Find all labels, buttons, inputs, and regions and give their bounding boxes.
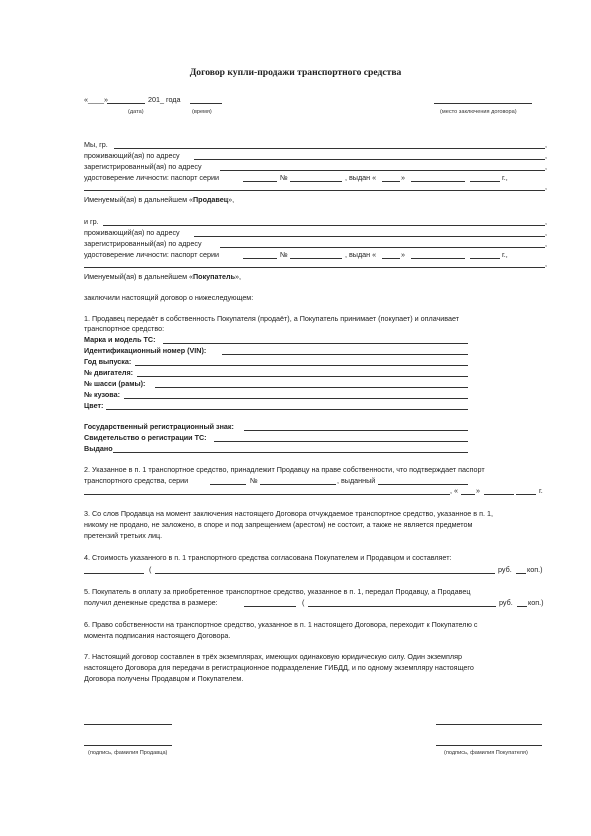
clause4-line1: 4. Стоимость указанного в п. 1 транспортного средства согласована Покупателем и Продавцом и составляет: [84, 553, 452, 562]
buyer-passport-series-line[interactable] [243, 258, 277, 259]
field-make-model-label: Марка и модель ТС: [84, 335, 156, 344]
buyer-residing-line[interactable] [194, 236, 545, 237]
clause6-line1: 6. Право собственности на транспортное средство, указанное в п. 1 настоящего Договора, переходит к Покупателю с [84, 620, 478, 629]
field-vin-label: Идентификационный номер (VIN): [84, 346, 207, 355]
seller-registered-line[interactable] [220, 170, 545, 171]
buyer-name-line[interactable] [103, 225, 545, 226]
clause3-line2: никому не продано, не заложено, в споре и под запрещением (арестом) не состоит, а также не является предметом [84, 520, 473, 529]
clause1-line2: транспортное средство: [84, 324, 165, 333]
seller-we-label: Мы, гр. [84, 140, 108, 149]
date-month-line[interactable] [107, 103, 145, 104]
buyer-name-signature-line[interactable] [436, 745, 542, 746]
field-color-label: Цвет: [84, 401, 104, 410]
clause5-kop-line[interactable] [517, 606, 527, 607]
field-issued-line[interactable] [113, 452, 468, 453]
field-chassis-line[interactable] [155, 387, 468, 388]
field-issued-label: Выдано [84, 444, 113, 453]
field-cert-line[interactable] [214, 441, 468, 442]
seller-residing-label: проживающий(ая) по адресу [84, 151, 180, 160]
seller-residing-line[interactable] [194, 159, 545, 160]
seller-name-line[interactable] [114, 148, 545, 149]
clause2-day-line[interactable] [461, 494, 475, 495]
clause2-number-line[interactable] [260, 484, 336, 485]
buyer-issued-day-line[interactable] [382, 258, 400, 259]
buyer-passport-label: удостоверение личности: паспорт серии [84, 250, 219, 259]
seller-passport-series-line[interactable] [243, 181, 277, 182]
clause5-amount-words-line[interactable] [308, 606, 496, 607]
clause3-line3: претензий третьих лиц. [84, 531, 163, 540]
buyer-registered-label: зарегистрированный(ая) по адресу [84, 239, 202, 248]
seller-signature-line[interactable] [84, 724, 172, 725]
buyer-issued-year-line[interactable] [470, 258, 500, 259]
seller-passport-label: удостоверение личности: паспорт серии [84, 173, 219, 182]
buyer-and-label: и гр. [84, 217, 99, 226]
place-line[interactable] [434, 103, 532, 104]
clause2-issuer-line2[interactable] [84, 494, 450, 495]
seller-named-as: Именуемый(ая) в дальнейшем «Продавец», [84, 195, 235, 204]
seller-issued-by-line[interactable] [84, 190, 545, 191]
clause5-line1: 5. Покупатель в оплату за приобретенное транспортное средство, указанное в п. 1, передал Продавцу, а Продавец [84, 587, 471, 596]
seller-name-signature-line[interactable] [84, 745, 172, 746]
buyer-named-as: Именуемый(ая) в дальнейшем «Покупатель», [84, 272, 242, 281]
field-year-line[interactable] [135, 365, 468, 366]
clause2-series-line[interactable] [210, 484, 246, 485]
seller-issued-day-line[interactable] [382, 181, 400, 182]
clause7-line3: Договора получены Продавцом и Покупателем. [84, 674, 244, 683]
clause2-month-line[interactable] [484, 494, 514, 495]
field-body-label: № кузова: [84, 390, 121, 399]
buyer-signature-line[interactable] [436, 724, 542, 725]
clause2-year-line[interactable] [516, 494, 536, 495]
field-engine-label: № двигателя: [84, 368, 134, 377]
clause5-line2: получил денежные средства в размере: [84, 598, 218, 607]
seller-issued-year-line[interactable] [470, 181, 500, 182]
date-caption: (дата) [128, 109, 144, 115]
seller-issued-month-line[interactable] [411, 181, 465, 182]
clause2-line1: 2. Указанное в п. 1 транспортное средство, принадлежит Продавцу на праве собственности, что подтверждает паспорт [84, 465, 485, 474]
place-caption: (место заключения договора) [440, 109, 517, 115]
clause6-line2: момента подписания настоящего Договора. [84, 631, 231, 640]
contract-page: Договор купли-продажи транспортного средства «____» 201_ года (дата) (время) (место заключения договора) Мы, гр. , проживающий(ая) по адресу , зарегистрированный(ая) по адресу , удостоверение личности: паспорт серии № , выдан « » г., , Именуемый(ая) в дальнейшем «Продавец», и гр. , проживающий(ая) по адресу , зарегистрированный(ая) по адресу , удостоверение личности: паспорт серии № , выдан « » г., , Именуемый(ая) в дальнейшем «Покупатель», заключили настоящий договор о нижеследующем: 1. Продавец передаёт в собственность Покупателя (продаёт), а Покупатель принимает (покупает) и оплачивает транспортное средство: Марка и модель ТС: Идентификационный номер (VIN): Год выпуска: № двигателя: № шасси (рамы): № кузова: Цвет: Государственный регистрационный знак: Свидетельство о регистрации ТС: Выдано 2. Указанное в п. 1 транспортное средство, принадлежит Продавцу на праве собственности, что подтверждает паспорт транспортного средства, серии № , выданный , « » г. 3. Со слов Продавца на момент заключения настоящего Договора отчуждаемое транспортное средство, указанное в п. 1, никому не продано, не заложено, в споре и под запрещением (арестом) не состоит, а также не является предметом претензий третьих лиц. 4. Стоимость указанного в п. 1 транспортного средства согласована Покупателем и Продавцом и составляет: ( руб. коп.) 5. Покупатель в оплату за приобретенное транспортное средство, указанное в п. 1, передал Продавцу, а Продавец получил денежные средства в размере: ( руб. коп.) 6. Право собственности на транспортное средство, указанное в п. 1 настоящего Договора, переходит к Покупателю с момента подписания настоящего Договора. 7. Настоящий договор составлен в трёх экземплярах, имеющих одинаковую юридическую силу. Один экземпляр настоящего Договора для передачи в регистрационное подразделение ГИБДД, и по одному экземпляру настоящего Договора получены Продавцом и Покупателем. (подпись, фамилия Продавца) (подпись, фамилия Покупателя) [0, 0, 591, 836]
field-engine-line[interactable] [137, 376, 468, 377]
buyer-passport-number-line[interactable] [290, 258, 342, 259]
seller-passport-number-line[interactable] [290, 181, 342, 182]
clause1-line1: 1. Продавец передаёт в собственность Покупателя (продаёт), а Покупатель принимает (покупает) и оплачивает [84, 314, 460, 323]
clause2-series-label: транспортного средства, серии [84, 476, 189, 485]
clause7-line1: 7. Настоящий договор составлен в трёх экземплярах, имеющих одинаковую юридическую силу. Один экземпляр [84, 652, 462, 661]
field-year-label: Год выпуска: [84, 357, 132, 366]
buyer-issued-month-line[interactable] [411, 258, 465, 259]
field-make-model-line[interactable] [163, 343, 468, 344]
time-caption: (время) [192, 109, 212, 115]
field-plate-line[interactable] [244, 430, 468, 431]
clause4-amount-line[interactable] [84, 573, 144, 574]
date-day-quote: «____» [84, 95, 108, 104]
field-plate-label: Государственный регистрационный знак: [84, 422, 234, 431]
buyer-role: Покупатель [193, 272, 236, 281]
buyer-issued-by-line[interactable] [84, 267, 545, 268]
field-body-line[interactable] [124, 398, 468, 399]
field-cert-label: Свидетельство о регистрации ТС: [84, 433, 207, 442]
document-title: Договор купли-продажи транспортного средства [189, 67, 402, 78]
buyer-issued-label: , выдан « [345, 250, 377, 259]
clause2-issuer-line[interactable] [378, 484, 468, 485]
buyer-signature-caption: (подпись, фамилия Покупателя) [444, 750, 528, 756]
clause4-kop-line[interactable] [516, 573, 526, 574]
clause7-line2: настоящего Договора для передачи в регистрационное подразделение ГИБДД, и по одному экземпляру настоящего [84, 663, 474, 672]
seller-registered-label: зарегистрированный(ая) по адресу [84, 162, 202, 171]
clause4-amount-words-line[interactable] [155, 573, 495, 574]
field-chassis-label: № шасси (рамы): [84, 379, 146, 388]
field-vin-line[interactable] [222, 354, 468, 355]
clause5-amount-line[interactable] [244, 606, 296, 607]
date-year-text: 201_ года [148, 95, 181, 104]
buyer-residing-label: проживающий(ая) по адресу [84, 228, 180, 237]
seller-signature-caption: (подпись, фамилия Продавца) [88, 750, 168, 756]
seller-issued-label: , выдан « [345, 173, 377, 182]
seller-num-sign: № [280, 173, 288, 182]
seller-role: Продавец [193, 195, 229, 204]
buyer-registered-line[interactable] [220, 247, 545, 248]
field-color-line[interactable] [106, 409, 468, 410]
time-line[interactable] [190, 103, 222, 104]
intro-text: заключили настоящий договор о нижеследующем: [84, 293, 254, 302]
clause3-line1: 3. Со слов Продавца на момент заключения настоящего Договора отчуждаемое транспортное средство, указанное в п. 1, [84, 509, 494, 518]
buyer-num-sign: № [280, 250, 288, 259]
